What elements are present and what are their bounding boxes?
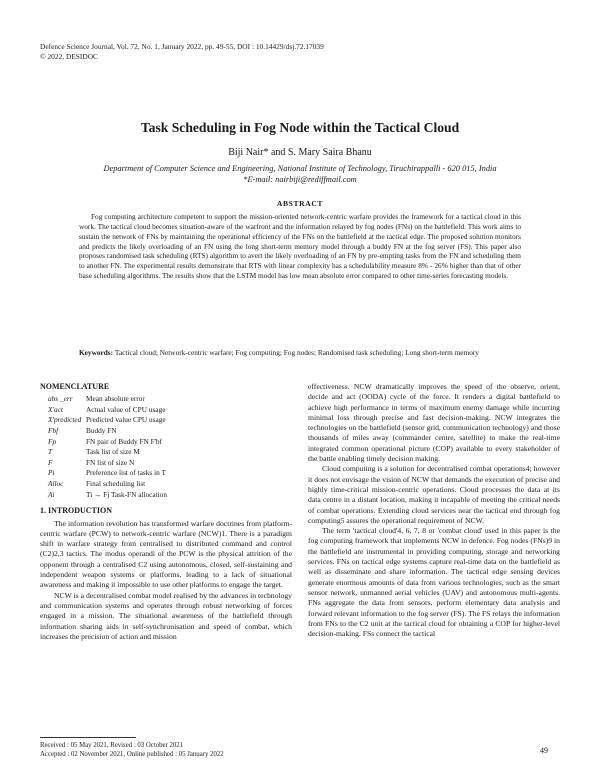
nomenclature-symbol: X'act xyxy=(48,404,63,414)
nomenclature-row xyxy=(40,468,292,479)
nomenclature-description: Predicted value CPU usage xyxy=(86,415,166,425)
nomenclature-description: Final scheduling list xyxy=(86,479,146,489)
paper-title: Task Scheduling in Fog Node within the Tactical Cloud xyxy=(140,120,460,135)
nomenclature-row xyxy=(40,394,292,405)
nomenclature-row xyxy=(40,426,292,437)
nomenclature-description: Ti → Fj Task-FN allocation xyxy=(86,489,167,499)
nomenclature-description: FN list of size N xyxy=(86,457,135,467)
abstract-heading: ABSTRACT xyxy=(276,199,324,208)
publication-dates xyxy=(40,741,340,759)
email: *E-mail: nairbiji@rediffmail.com xyxy=(243,175,357,184)
intro-paragraph-2: NCW is a decentralised combat model realised by the advances in technology and communication systems and operates through robust networking of forces engaged in a mission. The situational awareness of the battlefield through information sharing aids in self-synchronisation and speed of combat, which increases the precision of action and mission xyxy=(40,590,292,641)
right-paragraph-2: Cloud computing is a solution for decentralised combat operations4; however it does not envisage the vision of NCW that demands the execution of precise and highly time-critical mission-centric operations. Cloud processes the data at its data centre in a distant location, making it incapable of meeting the critical needs of combat operations. Extending cloud services near the tactical end through fog computing5 assures the operational requirement of NCW. xyxy=(308,464,560,525)
intro-paragraph-1: The information revolution has transformed warfare doctrines from platform-centric warfare (PCW) to network-centric warfare (NCW)1. There is a paradigm shift in warfare strategy from centralised to distributed command and control (C2)2,3 tactics. The modus operandi of the PCW is the physical attrition of the opponent through a centralised C2 using autonomous, closed, self-sustaining and independent weapon systems or platforms, leading to a lack of situational awareness and making it impossible to use other platforms to engage the target. xyxy=(40,518,292,590)
authors: Biji Nair* and S. Mary Saira Bhanu xyxy=(228,147,372,158)
nomenclature-description: Task list of size M xyxy=(86,447,140,457)
introduction-heading: 1. INTRODUCTION xyxy=(40,506,113,516)
nomenclature-symbol: Alloc xyxy=(48,479,64,489)
page-number: 49 xyxy=(540,746,548,755)
right-paragraph-1: effectiveness. NCW dramatically improves the speed of the observe, orient, decide and act (OODA) cycle of the force. It renders a digital battlefield to achieve high performance in terms of maximum enemy damage while incurring minimal loss through precise and fast decision-making. NCW integrates the technologies on the battlefield (sensor grid, communication technology) and those thousands of miles away (commander centre, satellite) to make the real-time integrated common operational picture (COP) available to every stakeholder of the battle enabling timely decision making. xyxy=(308,382,560,464)
journal-header xyxy=(40,42,560,62)
nomenclature-symbol: T xyxy=(48,447,53,457)
nomenclature-symbol: abs _err xyxy=(48,394,73,404)
nomenclature-description: Preference list of tasks in T xyxy=(86,468,166,478)
nomenclature-description: Mean absolute error xyxy=(86,394,145,404)
copyright-line: © 2022, DESIDOC xyxy=(40,52,98,61)
abstract-text: Fog computing architecture competent to support the mission-oriented network-centric warfare provides the framework for a tactical cloud in this work. The tactical cloud becomes situation-aware of the warfront and the information relayed by fog nodes (FNs) on the battlefield. This work aims to sustain the network of FNs by maintaining the operational efficiency of the FNs on the battlefield at the tactical edge. The proposed solution monitors and predicts the likely overloading of an FN using the long short-term memory model through a buddy FN at the fog server (FS). This paper also proposes randomised task scheduling (RTS) algorithm to avert the likely overloading of an FN by pre-empting tasks from the FN and scheduling them to another FN. The experimental results demonstrate that RTS with linear complexity has a schedulability measure 8% - 26% higher than that of other base scheduling algorithms. The results show that the LSTM model has low mean absolute error compared to other time-series forecasting models. xyxy=(79,212,521,281)
nomenclature-heading: NOMENCLATURE xyxy=(40,382,110,391)
nomenclature-row xyxy=(40,490,292,501)
footnote-divider xyxy=(40,737,136,738)
nomenclature-list xyxy=(40,394,292,500)
nomenclature-row xyxy=(40,437,292,448)
nomenclature-description: Buddy FN xyxy=(86,426,117,436)
nomenclature-symbol: X'predicted xyxy=(48,415,82,425)
affiliation: Department of Computer Science and Engineering, National Institute of Technology, Tiruchirappalli - 620 015, India xyxy=(103,164,497,173)
received-line: Received : 05 May 2021, Revised : 03 October 2021 xyxy=(40,742,184,749)
nomenclature-symbol: F xyxy=(48,457,53,467)
nomenclature-symbol: Pi xyxy=(48,468,55,478)
nomenclature-description: Actual value of CPU usage xyxy=(86,404,166,414)
left-column xyxy=(40,382,292,642)
nomenclature-symbol: Fp xyxy=(48,436,57,446)
nomenclature-row xyxy=(40,479,292,490)
nomenclature-symbol: Fbf xyxy=(48,426,59,436)
keywords xyxy=(79,348,521,358)
keywords-label: Keywords: xyxy=(79,348,114,357)
keywords-text: Tactical cloud; Network-centric warfare; Fog computing; Fog nodes; Randomised task scheduling; Long short-term memory xyxy=(114,348,479,357)
right-paragraph-3: The term 'tactical cloud'4, 6, 7, 8 or 'combat cloud' used in this paper is the fog computing framework that implements NCW in defence. Fog nodes (FNs)9 in the battlefield are instrumental in providing computing, storage and networking services. FNs on tactical edge systems capture real-time data on the battlefield as well as disseminate and share information. The tactical edge sensing devices generate enormous amounts of data from various technologies, such as the smart sensor network, unmanned aerial vehicles (UAV) and autonomous multi-agents. FNs aggregate the data from sensors, perform elementary data analysis and forward relevant information to the fog server (FS). The FS relays the information from FNs to the C2 unit at the tactical cloud for obtaining a COP for higher-level decision-making. FSs connect the tactical xyxy=(308,526,560,639)
citation-line: Defence Science Journal, Vol. 72, No. 1, January 2022, pp. 49-55, DOI : 10.14429/dsj.72.17039 xyxy=(40,42,324,51)
nomenclature-description: FN pair of Buddy FN F'bf xyxy=(86,436,163,446)
nomenclature-row xyxy=(40,415,292,426)
accepted-line: Accepted : 02 November 2021, Online published : 05 January 2022 xyxy=(40,751,224,758)
affiliation-block xyxy=(40,163,560,185)
nomenclature-symbol: Ai xyxy=(48,489,55,499)
nomenclature-row xyxy=(40,405,292,416)
right-column xyxy=(308,382,560,639)
nomenclature-row xyxy=(40,458,292,469)
nomenclature-row xyxy=(40,447,292,458)
